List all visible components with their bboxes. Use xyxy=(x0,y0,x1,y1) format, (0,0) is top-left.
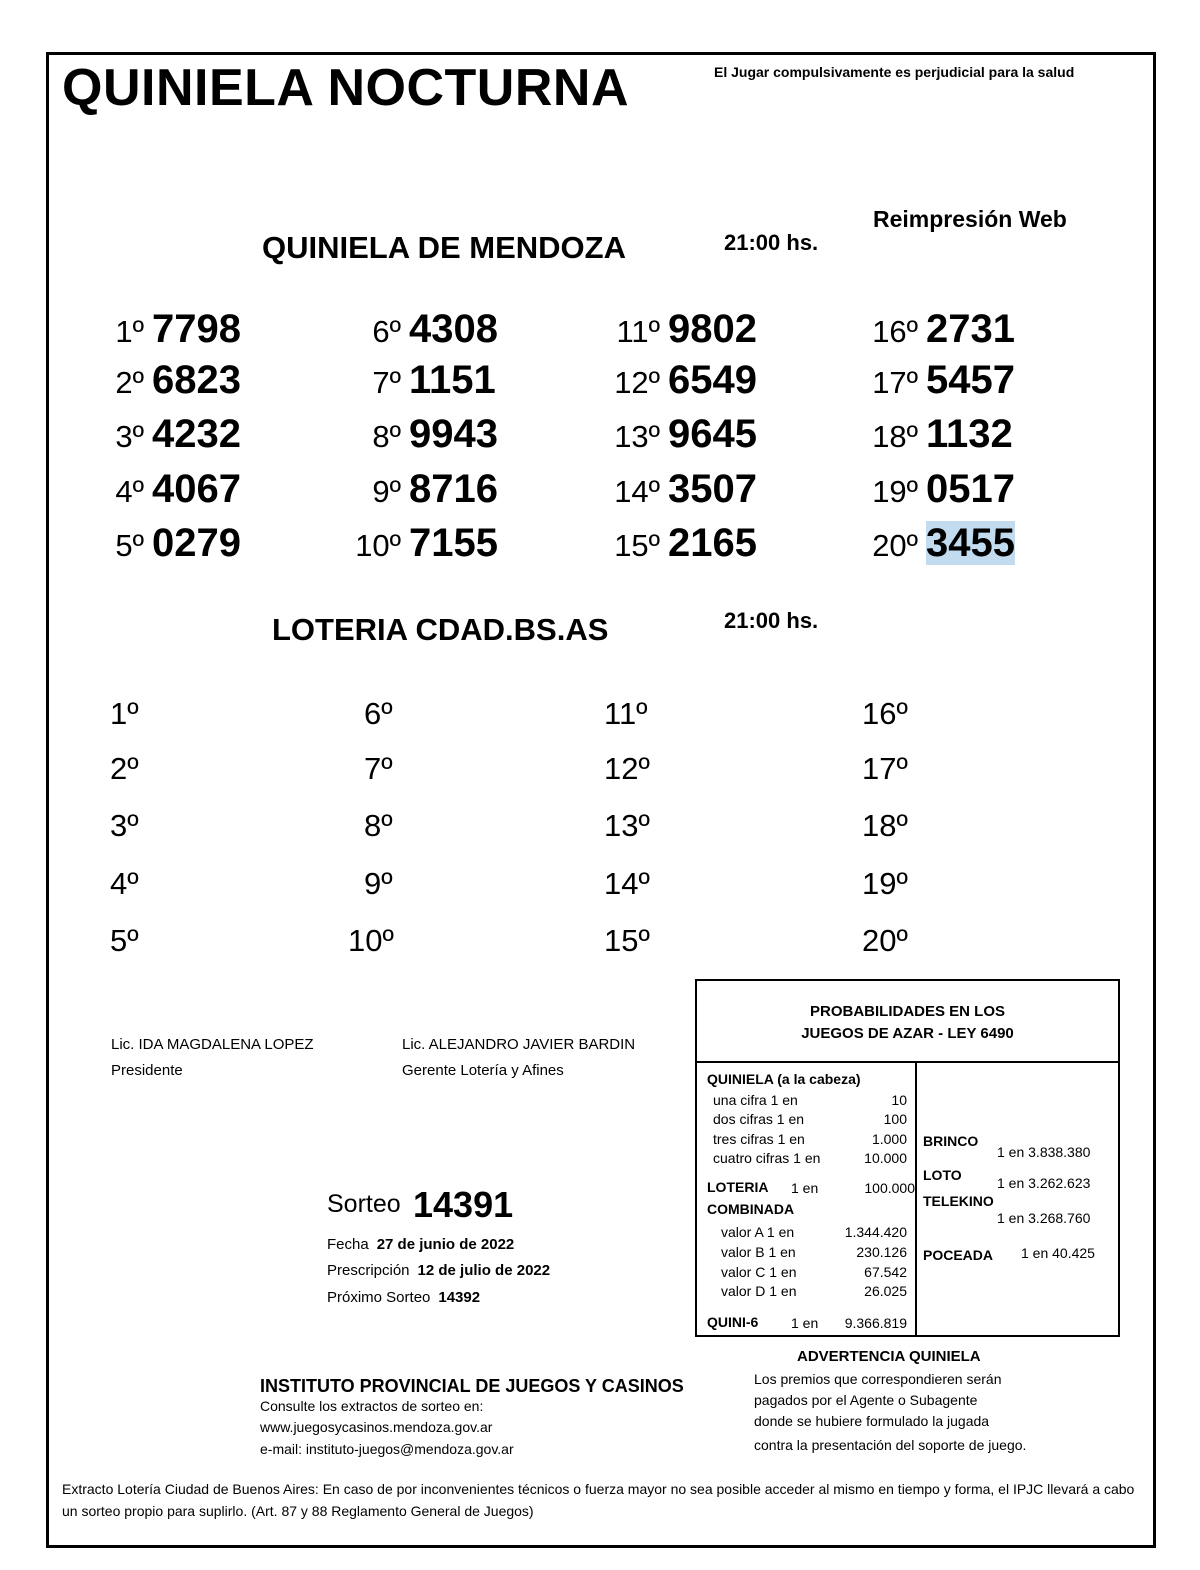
result-number: 9645 xyxy=(668,412,757,456)
signature-role: Gerente Lotería y Afines xyxy=(402,1062,564,1079)
mendoza-result-entry xyxy=(108,304,241,354)
loteria-result-position: 10º xyxy=(348,923,394,958)
prob-label: valor C 1 en xyxy=(721,1264,797,1280)
advertencia-line: contra la presentación del soporte de juego. xyxy=(754,1437,1027,1453)
mendoza-result-entry xyxy=(604,518,757,568)
loto-prob-label: LOTO xyxy=(923,1167,962,1183)
next-sorteo-value: 14392 xyxy=(438,1289,481,1306)
mendoza-result-entry xyxy=(108,409,241,459)
loteria-result-position: 2º xyxy=(110,751,139,786)
divider xyxy=(697,1061,1118,1063)
mendoza-result-entry xyxy=(345,518,498,568)
prob-value: 1 en 3.268.760 xyxy=(997,1210,1091,1226)
combinada-prob-label: COMBINADA xyxy=(707,1201,795,1217)
advertencia-line: Los premios que correspondieren serán xyxy=(754,1371,1002,1387)
loteria-result-position: 15º xyxy=(604,923,650,958)
result-position: 19º xyxy=(872,474,918,509)
result-number: 4067 xyxy=(152,467,241,511)
result-number: 6549 xyxy=(668,358,757,402)
result-number: 0517 xyxy=(926,467,1015,511)
probabilities-title xyxy=(697,1001,1118,1045)
result-position: 13º xyxy=(614,419,660,454)
date-value: 27 de junio de 2022 xyxy=(376,1236,515,1253)
loteria-result-position: 14º xyxy=(604,866,650,901)
prob-label: valor D 1 en xyxy=(721,1283,797,1299)
result-position: 18º xyxy=(872,419,918,454)
prob-value: 100.000 xyxy=(864,1180,915,1196)
probabilities-title-line: JUEGOS DE AZAR - LEY 6490 xyxy=(801,1025,1014,1042)
result-position: 20º xyxy=(872,528,918,563)
institute-line: Consulte los extractos de sorteo en: xyxy=(260,1398,484,1414)
mendoza-result-entry xyxy=(862,304,1015,354)
quini6-prob-label: QUINI-6 xyxy=(707,1314,759,1330)
prob-label: cuatro cifras 1 en xyxy=(713,1150,821,1166)
prob-label: tres cifras 1 en xyxy=(713,1131,805,1147)
probabilities-box xyxy=(695,979,1120,1337)
prescription-value: 12 de julio de 2022 xyxy=(417,1262,551,1279)
institute-name: INSTITUTO PROVINCIAL DE JUEGOS Y CASINOS xyxy=(260,1376,684,1396)
result-number: 3507 xyxy=(668,467,757,511)
next-sorteo xyxy=(327,1289,480,1306)
result-number: 9802 xyxy=(668,307,757,351)
footer-note: Extracto Lotería Ciudad de Buenos Aires: En caso de por inconvenientes técnicos o fuerza mayor no sea posible acceder al mismo en tiempo y forma, el IPJC llevará a cabo un sorteo propio para suplirlo. (Art. 87 y 88 Reglamento General de Juegos) xyxy=(62,1481,1135,1519)
date-label: Fecha xyxy=(327,1236,369,1253)
mendoza-section-title: QUINIELA DE MENDOZA xyxy=(262,230,626,265)
loteria-result-position: 3º xyxy=(110,808,139,843)
signature-manager xyxy=(402,1032,635,1084)
loteria-result-position: 6º xyxy=(364,696,393,731)
result-position: 14º xyxy=(614,474,660,509)
advertencia-line: donde se hubiere formulado la jugada xyxy=(754,1413,990,1429)
prob-value: 100 xyxy=(883,1111,907,1127)
sorteo-date xyxy=(327,1236,514,1253)
loteria-result-position: 20º xyxy=(862,923,908,958)
signature-name: Lic. ALEJANDRO JAVIER BARDIN xyxy=(402,1036,636,1053)
next-sorteo-label: Próximo Sorteo xyxy=(327,1289,431,1306)
probabilities-title-line: PROBABILIDADES EN LOS xyxy=(809,1003,1005,1020)
result-position: 10º xyxy=(355,528,401,563)
result-number: 7155 xyxy=(409,521,498,565)
result-position: 17º xyxy=(872,365,918,400)
signature-role: Presidente xyxy=(111,1062,183,1079)
loteria-result-position: 12º xyxy=(604,751,650,786)
loteria-result-position: 9º xyxy=(364,866,393,901)
prob-label: valor A 1 en xyxy=(721,1224,795,1240)
prob-label: una cifra 1 en xyxy=(713,1092,798,1108)
mendoza-result-entry xyxy=(604,464,757,514)
prob-value: 1 en 3.838.380 xyxy=(997,1144,1091,1160)
result-number: 8716 xyxy=(409,467,498,511)
result-number: 3455 xyxy=(926,521,1015,565)
prob-label: 1 en xyxy=(791,1315,819,1331)
result-number: 4232 xyxy=(152,412,241,456)
advertencia-line: pagados por el Agente o Subagente xyxy=(754,1392,978,1408)
prob-value: 1 en 3.262.623 xyxy=(997,1175,1091,1191)
result-position: 6º xyxy=(372,314,401,349)
mendoza-result-entry xyxy=(604,409,757,459)
result-position: 8º xyxy=(372,419,401,454)
result-number: 6823 xyxy=(152,358,241,402)
mendoza-result-entry xyxy=(345,304,498,354)
sorteo-number: 14391 xyxy=(413,1184,514,1225)
loteria-result-position: 13º xyxy=(604,808,650,843)
mendoza-result-entry xyxy=(345,409,498,459)
result-position: 9º xyxy=(372,474,401,509)
result-position: 2º xyxy=(115,365,144,400)
loteria-result-position: 5º xyxy=(110,923,139,958)
mendoza-result-entry xyxy=(345,355,496,405)
loteria-result-position: 17º xyxy=(862,751,908,786)
brinco-prob-label: BRINCO xyxy=(923,1133,979,1149)
prob-value: 26.025 xyxy=(864,1283,907,1299)
loteria-result-position: 16º xyxy=(862,696,908,731)
result-position: 12º xyxy=(614,365,660,400)
result-number: 7798 xyxy=(152,307,241,351)
mendoza-result-entry xyxy=(108,355,241,405)
prob-label: valor B 1 en xyxy=(721,1244,796,1260)
mendoza-result-entry xyxy=(604,355,757,405)
divider xyxy=(915,1061,917,1337)
prob-value: 10 xyxy=(891,1092,907,1108)
result-number: 0279 xyxy=(152,521,241,565)
result-position: 5º xyxy=(115,528,144,563)
prescription-label: Prescripción xyxy=(327,1262,410,1279)
loteria-result-position: 19º xyxy=(862,866,908,901)
sorteo-label: Sorteo xyxy=(327,1190,401,1218)
result-position: 11º xyxy=(616,314,660,349)
mendoza-result-entry xyxy=(862,409,1013,459)
page-title: QUINIELA NOCTURNA xyxy=(62,59,629,117)
loteria-result-position: 1º xyxy=(110,696,139,731)
reprint-label: Reimpresión Web xyxy=(873,206,1067,232)
prob-value: 230.126 xyxy=(856,1244,907,1260)
result-number: 1132 xyxy=(926,412,1013,456)
result-position: 16º xyxy=(872,314,918,349)
prob-value: 10.000 xyxy=(864,1150,907,1166)
quiniela-prob-label: QUINIELA (a la cabeza) xyxy=(707,1071,861,1087)
prob-label: dos cifras 1 en xyxy=(713,1111,805,1127)
loteria-result-position: 7º xyxy=(364,751,393,786)
telekino-prob-label: TELEKINO xyxy=(923,1193,994,1209)
loteria-result-position: 11º xyxy=(604,696,648,731)
prob-value: 1.000 xyxy=(871,1131,907,1147)
result-position: 3º xyxy=(115,419,144,454)
mendoza-result-entry xyxy=(862,355,1015,405)
advertencia-title: ADVERTENCIA QUINIELA xyxy=(797,1348,981,1365)
result-number: 9943 xyxy=(409,412,498,456)
result-number: 2165 xyxy=(668,521,757,565)
result-position: 4º xyxy=(115,474,144,509)
prob-value: 1.344.420 xyxy=(844,1224,907,1240)
loteria-result-position: 4º xyxy=(110,866,139,901)
result-number: 1151 xyxy=(409,358,496,402)
prob-value: 9.366.819 xyxy=(844,1315,907,1331)
signature-president xyxy=(111,1032,314,1084)
prob-value: 1 en 40.425 xyxy=(1021,1245,1095,1261)
signature-name: Lic. IDA MAGDALENA LOPEZ xyxy=(111,1036,314,1053)
result-position: 15º xyxy=(614,528,660,563)
mendoza-result-entry xyxy=(108,518,241,568)
result-position: 1º xyxy=(115,314,144,349)
prob-label: 1 en xyxy=(791,1180,819,1196)
result-position: 7º xyxy=(372,365,401,400)
institute-email: e-mail: instituto-juegos@mendoza.gov.ar xyxy=(260,1441,514,1457)
loteria-section-title: LOTERIA CDAD.BS.AS xyxy=(272,612,609,647)
result-number: 4308 xyxy=(409,307,498,351)
mendoza-draw-time: 21:00 hs. xyxy=(724,230,819,255)
mendoza-result-entry xyxy=(862,464,1015,514)
mendoza-result-entry xyxy=(862,518,1015,568)
loteria-result-position: 8º xyxy=(364,808,393,843)
mendoza-result-entry xyxy=(108,464,241,514)
result-number: 5457 xyxy=(926,358,1015,402)
loteria-draw-time: 21:00 hs. xyxy=(724,608,819,633)
mendoza-result-entry xyxy=(604,304,757,354)
poceada-prob-label: POCEADA xyxy=(923,1247,994,1263)
institute-website: www.juegosycasinos.mendoza.gov.ar xyxy=(260,1419,493,1435)
sorteo-prescription xyxy=(327,1262,550,1279)
gambling-warning: El Jugar compulsivamente es perjudicial para la salud xyxy=(714,64,1075,80)
mendoza-result-entry xyxy=(345,464,498,514)
loteria-result-position: 18º xyxy=(862,808,908,843)
result-number: 2731 xyxy=(926,307,1015,351)
loteria-prob-label: LOTERIA xyxy=(707,1179,769,1195)
prob-value: 67.542 xyxy=(864,1264,907,1280)
